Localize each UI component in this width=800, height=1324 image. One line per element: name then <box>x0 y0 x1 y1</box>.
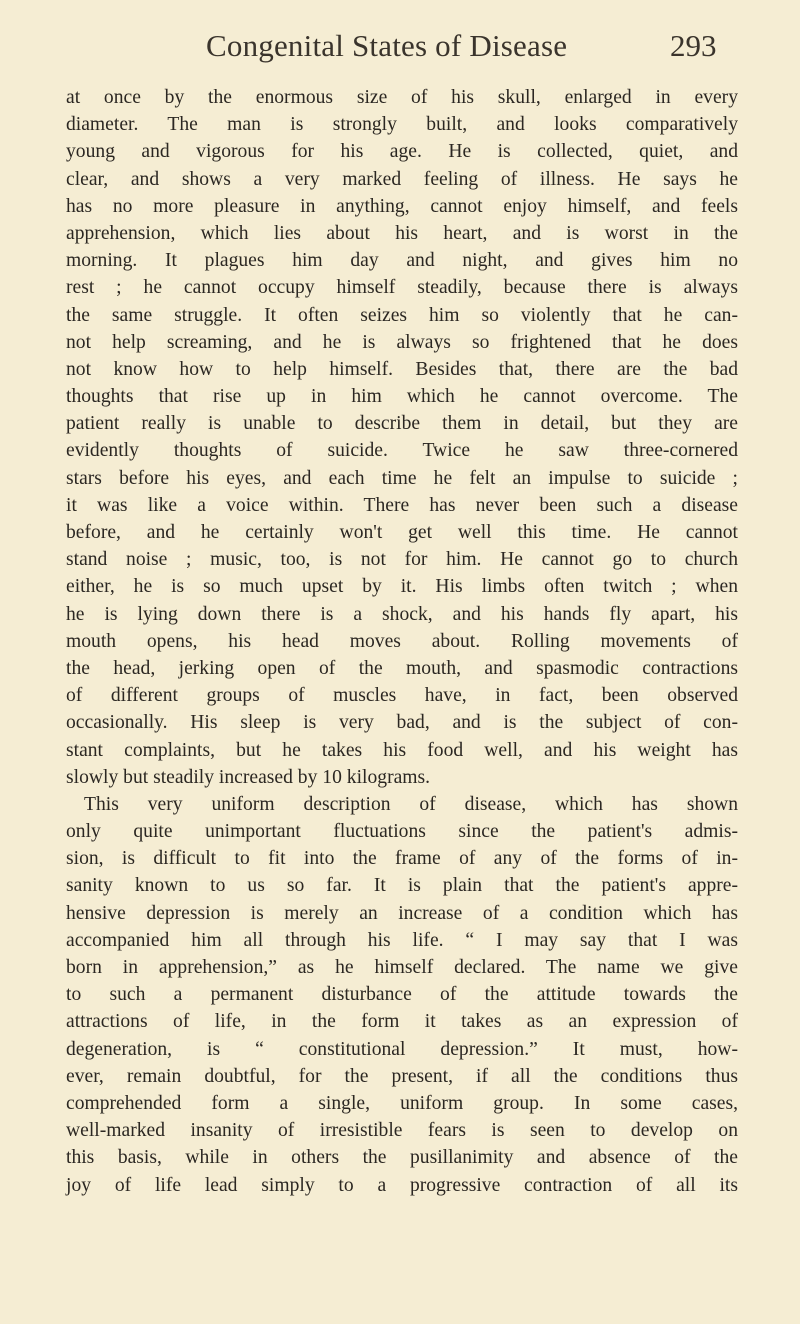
text-line: born in apprehension,” as he himself declared. The name we give <box>66 957 738 978</box>
running-head <box>0 28 800 68</box>
text-line: it was like a voice within. There has never been such a disease <box>66 494 738 516</box>
text-line: degeneration, is “ constitutional depression.” It must, how- <box>66 1038 738 1060</box>
text-line: sanity known to us so far. It is plain that the patient's appre- <box>66 875 738 897</box>
text-line: only quite unimportant fluctuations since the patient's admis- <box>66 821 738 843</box>
text-line: before, and he certainly won't get well this time. He cannot <box>66 522 738 543</box>
text-line: This very uniform description of disease, which has shown <box>84 793 738 815</box>
text-line: not know how to help himself. Besides that, there are the bad <box>66 358 738 380</box>
text-line: clear, and shows a very marked feeling of illness. He says he <box>66 168 738 190</box>
text-line: the head, jerking open of the mouth, and spasmodic contractions <box>66 657 738 679</box>
text-line: sion, is difficult to fit into the frame of any of the forms of in- <box>66 848 738 870</box>
text-line: he is lying down there is a shock, and his hands fly apart, his <box>66 603 738 625</box>
text-line: young and vigorous for his age. He is collected, quiet, and <box>66 141 738 163</box>
text-line: at once by the enormous size of his skull, enlarged in every <box>66 87 738 108</box>
text-line: mouth opens, his head moves about. Rolling movements of <box>66 630 738 652</box>
text-line: to such a permanent disturbance of the attitude towards the <box>66 984 738 1006</box>
text-line: stand noise ; music, too, is not for him. He cannot go to church <box>66 549 738 571</box>
text-line: stars before his eyes, and each time he felt an impulse to suicide ; <box>66 467 738 489</box>
text-line: ever, remain doubtful, for the present, if all the conditions thus <box>66 1065 738 1087</box>
text-line: of different groups of muscles have, in fact, been observed <box>66 685 738 707</box>
text-line: attractions of life, in the form it takes as an expression of <box>66 1011 738 1033</box>
text-line: rest ; he cannot occupy himself steadily, because there is always <box>66 277 738 299</box>
text-line: patient really is unable to describe them in detail, but they are <box>66 413 738 435</box>
text-line: comprehended form a single, uniform group. In some cases, <box>66 1092 738 1114</box>
text-line: this basis, while in others the pusillanimity and absence of the <box>66 1147 738 1169</box>
text-line: either, he is so much upset by it. His limbs often twitch ; when <box>66 576 738 598</box>
chapter-title: Congenital States of Disease <box>206 28 568 63</box>
text-line: hensive depression is merely an increase of a condition which has <box>66 902 738 924</box>
text-line: thoughts that rise up in him which he cannot overcome. The <box>66 386 738 408</box>
text-line: occasionally. His sleep is very bad, and is the subject of con- <box>66 712 738 734</box>
page-number: 293 <box>670 28 717 63</box>
text-line: evidently thoughts of suicide. Twice he saw three-cornered <box>66 440 738 462</box>
text-line: morning. It plagues him day and night, and gives him no <box>66 250 738 272</box>
text-line: has no more pleasure in anything, cannot enjoy himself, and feels <box>66 195 738 217</box>
text-line: apprehension, which lies about his heart, and is worst in the <box>66 222 738 244</box>
text-line: joy of life lead simply to a progressive contraction of all its <box>66 1174 738 1196</box>
text-line: not help screaming, and he is always so frightened that he does <box>66 331 738 353</box>
body-text <box>66 84 738 1199</box>
text-line: stant complaints, but he takes his food well, and his weight has <box>66 739 738 761</box>
text-line: the same struggle. It often seizes him so violently that he can- <box>66 304 738 326</box>
text-line: accompanied him all through his life. “ I may say that I was <box>66 929 738 951</box>
text-line: diameter. The man is strongly built, and looks comparatively <box>66 114 738 136</box>
text-line: well-marked insanity of irresistible fears is seen to develop on <box>66 1120 738 1142</box>
text-line: slowly but steadily increased by 10 kilograms. <box>66 766 431 788</box>
